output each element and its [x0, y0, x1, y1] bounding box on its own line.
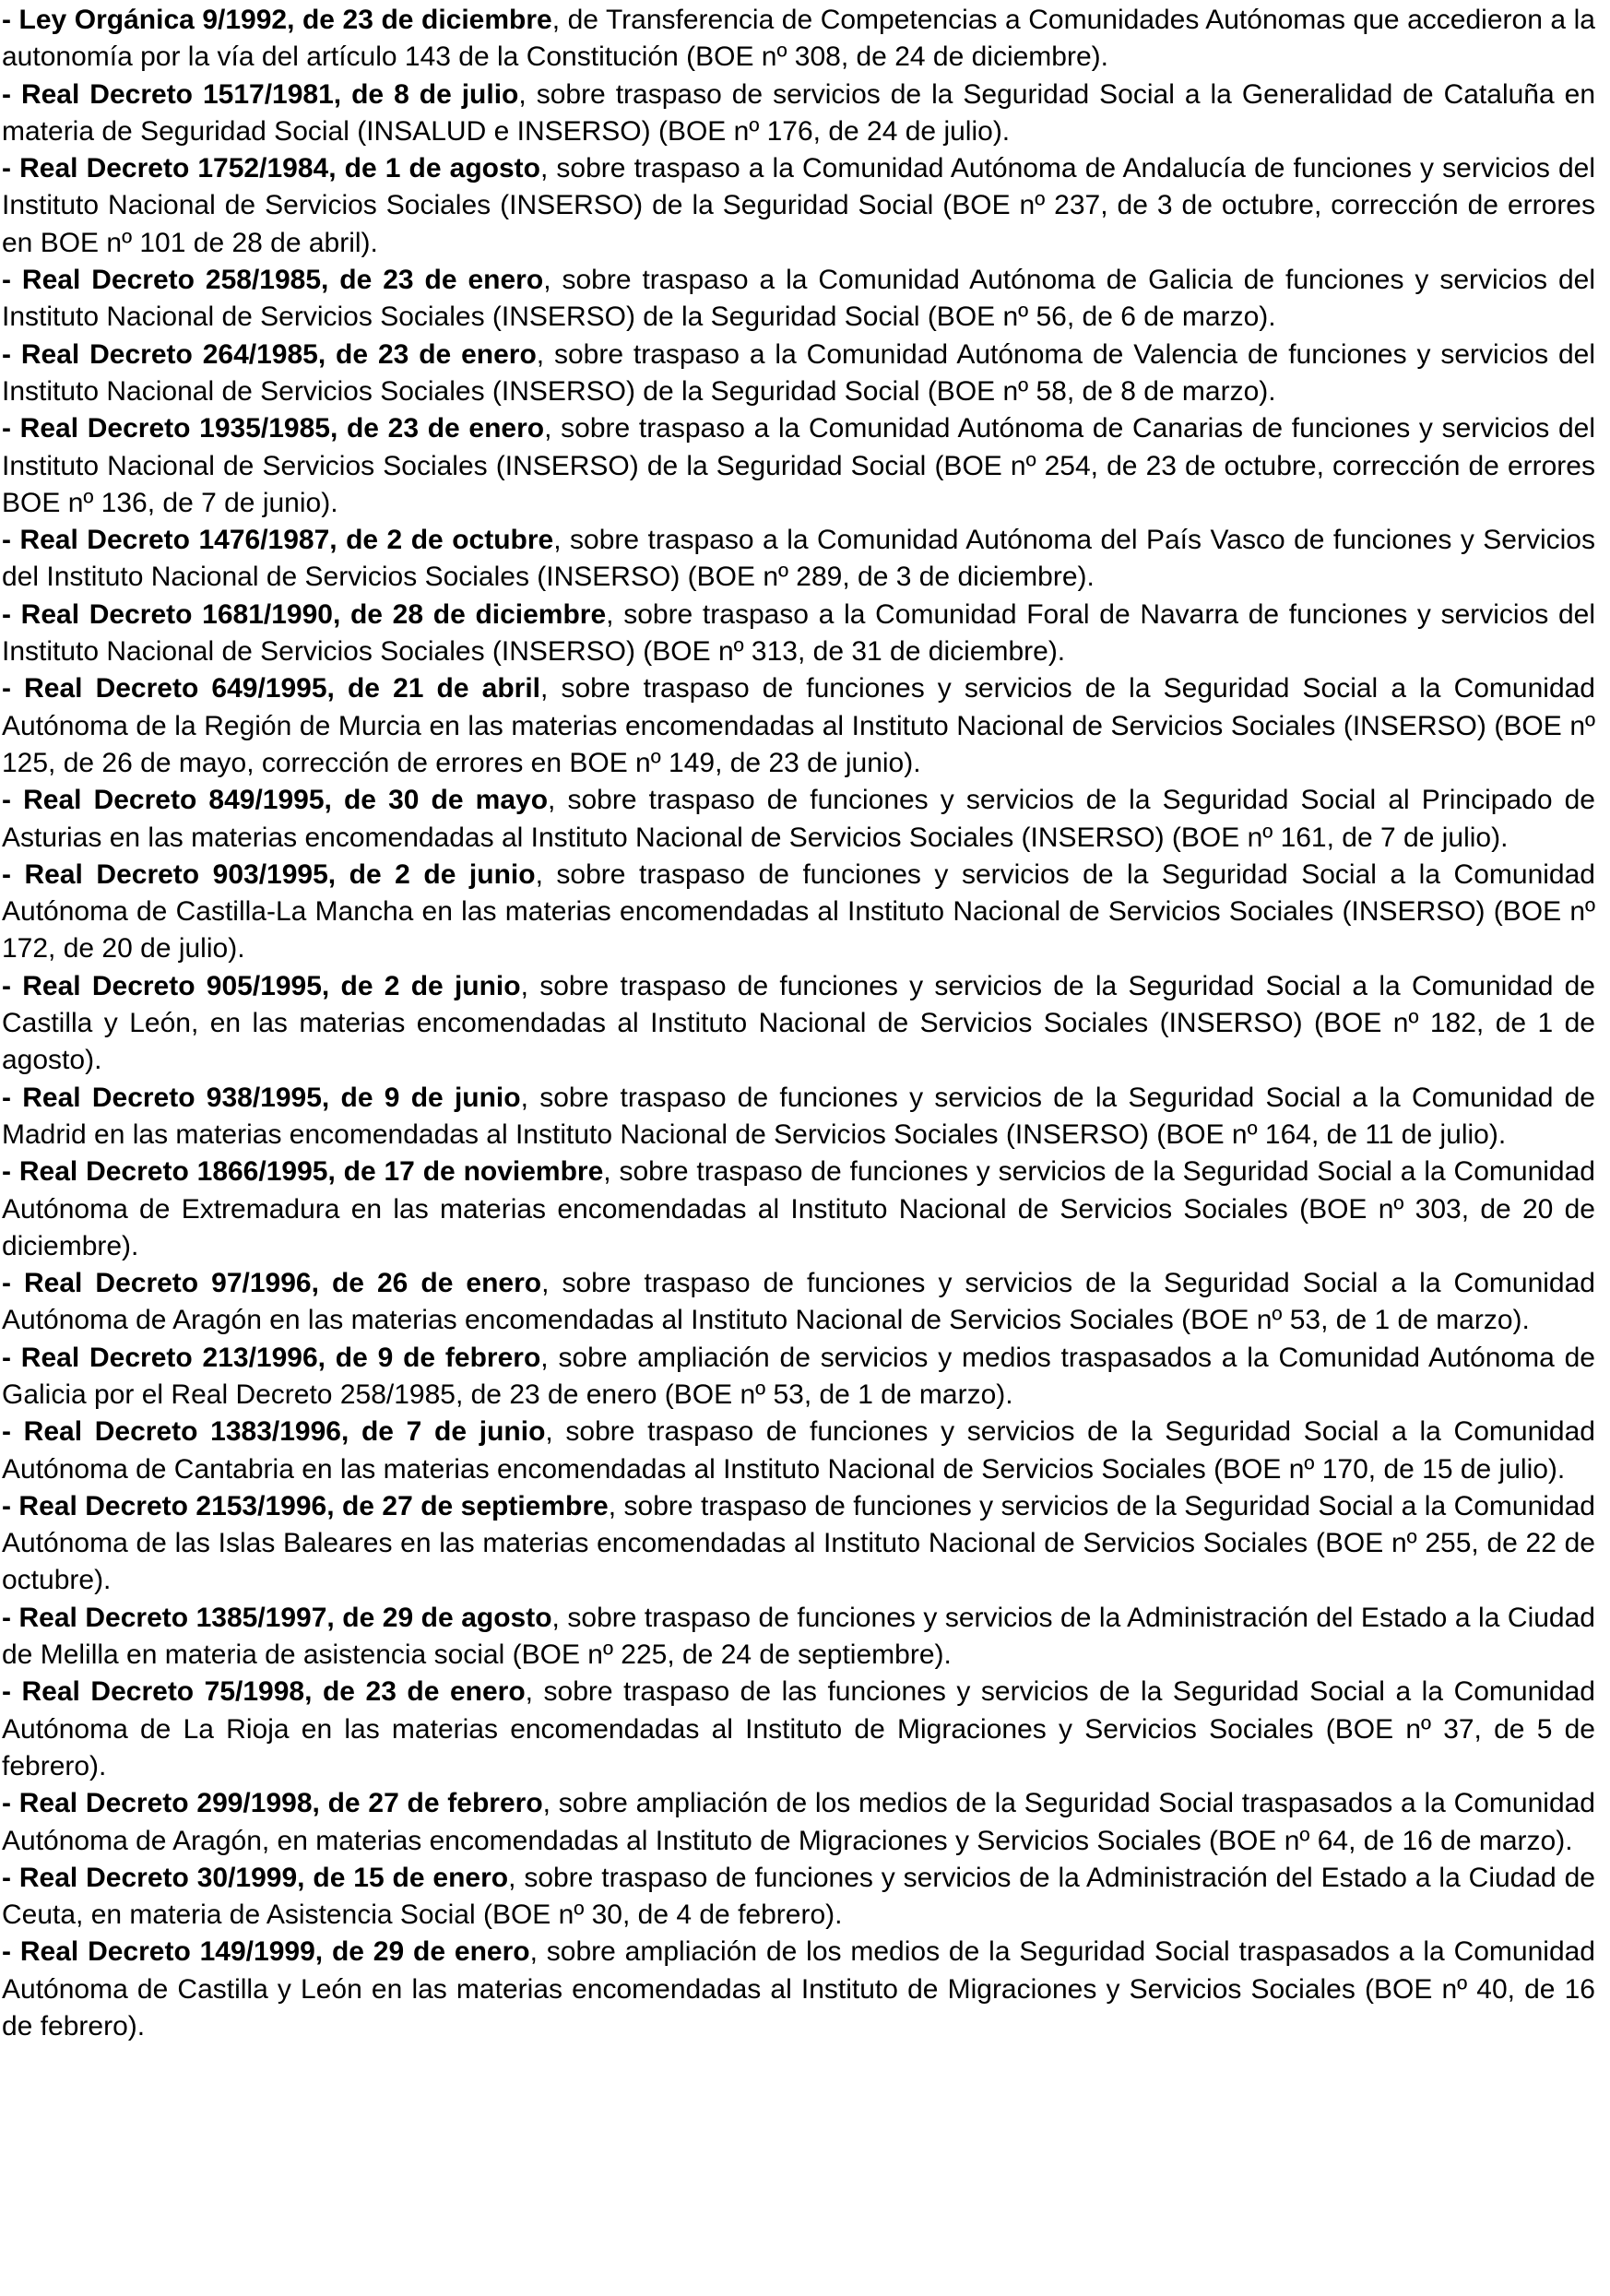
list-item [2, 857, 1595, 968]
entry-title: - Real Decreto 1476/1987, de 2 de octubre [2, 525, 554, 556]
entry-title: - Real Decreto 97/1996, de 26 de enero [2, 1268, 542, 1299]
list-item [2, 597, 1595, 671]
entry-text: , sobre traspaso de las funciones y servicios de la Seguridad Social a la Comunidad Autónoma de La Rioja en las materias encomendadas al Instituto de Migraciones y Servicios Sociales (BOE nº 37, de 5 de febrero). [2, 1676, 1595, 1781]
entry-title: - Real Decreto 1383/1996, de 7 de junio [2, 1416, 546, 1448]
entry-title: - Real Decreto 1681/1990, de 28 de diciembre [2, 598, 607, 630]
entry-title: - Real Decreto 264/1985, de 23 de enero [2, 338, 537, 370]
entry-text: , sobre traspaso a la Comunidad Autónoma de Valencia de funciones y servicios del Instituto Nacional de Servicios Sociales (INSERSO) de la Seguridad Social (BOE nº 58, de 8 de marzo). [2, 338, 1595, 407]
entry-text: , sobre traspaso de funciones y servicios de la Seguridad Social a la Comunidad Autónoma de Extremadura en las materias encomendadas al Instituto Nacional de Servicios Sociales (BOE nº 303, de 20 de diciembre). [2, 1156, 1595, 1261]
entry-text: , sobre traspaso de funciones y servicios de la Seguridad Social a la Comunidad Autónoma de Castilla-La Mancha en las materias encomendadas al Instituto Nacional de Servicios Sociales (INSERSO) (BOE nº 172, de 20 de julio). [2, 858, 1595, 965]
entry-text: , de Transferencia de Competencias a Comunidades Autónomas que accedieron a la autonomía por la vía del artículo 143 de la Constitución (BOE nº 308, de 24 de diciembre). [2, 5, 1595, 73]
entry-title: - Real Decreto 258/1985, de 23 de enero [2, 265, 544, 296]
entry-text: , sobre ampliación de los medios de la Seguridad Social traspasados a la Comunidad Autónoma de Aragón, en materias encomendadas al Instituto de Migraciones y Servicios Sociales (BOE nº 64, de 16 de marzo). [2, 1788, 1595, 1856]
entry-title: - Ley Orgánica 9/1992, de 23 de diciembre [2, 5, 552, 35]
list-item [2, 1600, 1595, 1675]
entry-title: - Real Decreto 2153/1996, de 27 de septiembre [2, 1490, 609, 1521]
list-item [2, 1488, 1595, 1600]
entry-text: , sobre traspaso de funciones y servicios de la Seguridad Social a la Comunidad Autónoma de Aragón en las materias encomendadas al Instituto Nacional de Servicios Sociales (BOE nº 53, de 1 de marzo). [2, 1268, 1595, 1336]
entry-title: - Real Decreto 299/1998, de 27 de febrero [2, 1788, 543, 1819]
entry-title: - Real Decreto 213/1996, de 9 de febrero [2, 1342, 541, 1373]
entry-title: - Real Decreto 938/1995, de 9 de junio [2, 1082, 521, 1113]
entry-text: , sobre traspaso de servicios de la Seguridad Social a la Generalidad de Cataluña en materia de Seguridad Social (INSALUD e INSERSO) (BOE nº 176, de 24 de julio). [2, 78, 1596, 147]
entry-title: - Real Decreto 1385/1997, de 29 de agosto [2, 1602, 552, 1633]
list-item [2, 410, 1595, 522]
entry-text: , sobre traspaso a la Comunidad Autónoma de Andalucía de funciones y servicios del Instituto Nacional de Servicios Sociales (INSERSO) de la Seguridad Social (BOE nº 237, de 3 de octubre, corrección de errores en BOE nº 101 de 28 de abril). [2, 153, 1595, 258]
list-item [2, 1340, 1595, 1414]
list-item [2, 337, 1595, 411]
entry-text: , sobre traspaso de funciones y servicios de la Seguridad Social al Principado de Asturias en las materias encomendadas al Instituto Nacional de Servicios Sociales (INSERSO) (BOE nº 161, de 7 de julio). [2, 785, 1595, 853]
entry-title: - Real Decreto 1517/1981, de 8 de julio [2, 78, 519, 110]
entry-title: - Real Decreto 75/1998, de 23 de enero [2, 1676, 526, 1708]
list-item [2, 522, 1595, 597]
entry-text: , sobre traspaso a la Comunidad Autónoma de Galicia de funciones y servicios del Instituto Nacional de Servicios Sociales (INSERSO) de la Seguridad Social (BOE nº 56, de 6 de marzo). [2, 265, 1595, 333]
list-item [2, 1934, 1595, 2045]
list-item [2, 1265, 1595, 1340]
entry-text: , sobre traspaso de funciones y servicios de la Seguridad Social a la Comunidad Autónoma de las Islas Baleares en las materias encomendadas al Instituto Nacional de Servicios Sociales (BOE nº 255, de 22 de octubre). [2, 1490, 1595, 1596]
list-item [2, 1785, 1595, 1860]
entry-text: , sobre traspaso de funciones y servicios de la Seguridad Social a la Comunidad Autónoma de Cantabria en las materias encomendadas al Instituto Nacional de Servicios Sociales (BOE nº 170, de 15 de julio). [2, 1416, 1595, 1485]
list-item [2, 968, 1595, 1080]
list-item [2, 262, 1595, 337]
list-item [2, 77, 1595, 151]
list-item [2, 2, 1595, 77]
entry-text: , sobre traspaso a la Comunidad Foral de Navarra de funciones y servicios del Instituto Nacional de Servicios Sociales (INSERSO) (BOE nº 313, de 31 de diciembre). [2, 598, 1595, 668]
entry-text: , sobre traspaso de funciones y servicios de la Administración del Estado a la Ciudad de Ceuta, en materia de Asistencia Social (BOE nº 30, de 4 de febrero). [2, 1862, 1595, 1931]
entry-text: , sobre traspaso de funciones y servicios de la Seguridad Social a la Comunidad de Madrid en las materias encomendadas al Instituto Nacional de Servicios Sociales (INSERSO) (BOE nº 164, de 11 de julio). [2, 1082, 1595, 1150]
entry-text: , sobre traspaso de funciones y servicios de la Administración del Estado a la Ciudad de Melilla en materia de asistencia social (BOE nº 225, de 24 de septiembre). [2, 1602, 1595, 1671]
entry-title: - Real Decreto 849/1995, de 30 de mayo [2, 785, 549, 816]
list-item [2, 1414, 1595, 1488]
list-item [2, 1860, 1595, 1935]
entry-title: - Real Decreto 903/1995, de 2 de junio [2, 858, 536, 890]
entry-text: , sobre traspaso de funciones y servicios de la Seguridad Social a la Comunidad de Castilla y León, en las materias encomendadas al Instituto Nacional de Servicios Sociales (INSERSO) (BOE nº 182, de 1 de agosto). [2, 970, 1595, 1076]
entry-title: - Real Decreto 1866/1995, de 17 de noviembre [2, 1156, 604, 1188]
entry-title: - Real Decreto 30/1999, de 15 de enero [2, 1862, 509, 1893]
entry-title: - Real Decreto 1935/1985, de 23 de enero [2, 413, 545, 444]
list-item [2, 1080, 1595, 1154]
entry-text: , sobre traspaso a la Comunidad Autónoma del País Vasco de funciones y Servicios del Instituto Nacional de Servicios Sociales (INSERSO) (BOE nº 289, de 3 de diciembre). [2, 525, 1595, 593]
entry-text: , sobre traspaso a la Comunidad Autónoma de Canarias de funciones y servicios del Instituto Nacional de Servicios Sociales (INSERSO) de la Seguridad Social (BOE nº 254, de 23 de octubre, corrección de errores BOE nº 136, de 7 de junio). [2, 413, 1595, 518]
entry-title: - Real Decreto 649/1995, de 21 de abril [2, 673, 541, 704]
list-item [2, 1154, 1595, 1265]
list-item [2, 150, 1595, 262]
entry-text: , sobre ampliación de los medios de la Seguridad Social traspasados a la Comunidad Autónoma de Castilla y León en las materias encomendadas al Instituto de Migraciones y Servicios Sociales (BOE nº 40, de 16 de febrero). [2, 1936, 1595, 2042]
list-item [2, 782, 1595, 857]
entry-text: , sobre traspaso de funciones y servicios de la Seguridad Social a la Comunidad Autónoma de la Región de Murcia en las materias encomendadas al Instituto Nacional de Servicios Sociales (INSERSO) (BOE nº 125, de 26 de mayo, corrección de errores en BOE nº 149, de 23 de junio). [2, 673, 1595, 778]
list-item [2, 1674, 1595, 1785]
entry-title: - Real Decreto 1752/1984, de 1 de agosto [2, 153, 540, 184]
entry-text: , sobre ampliación de servicios y medios traspasados a la Comunidad Autónoma de Galicia por el Real Decreto 258/1985, de 23 de enero (BOE nº 53, de 1 de marzo). [2, 1342, 1595, 1410]
list-item [2, 670, 1595, 782]
entry-title: - Real Decreto 905/1995, de 2 de junio [2, 970, 521, 1001]
entry-title: - Real Decreto 149/1999, de 29 de enero [2, 1936, 530, 1968]
